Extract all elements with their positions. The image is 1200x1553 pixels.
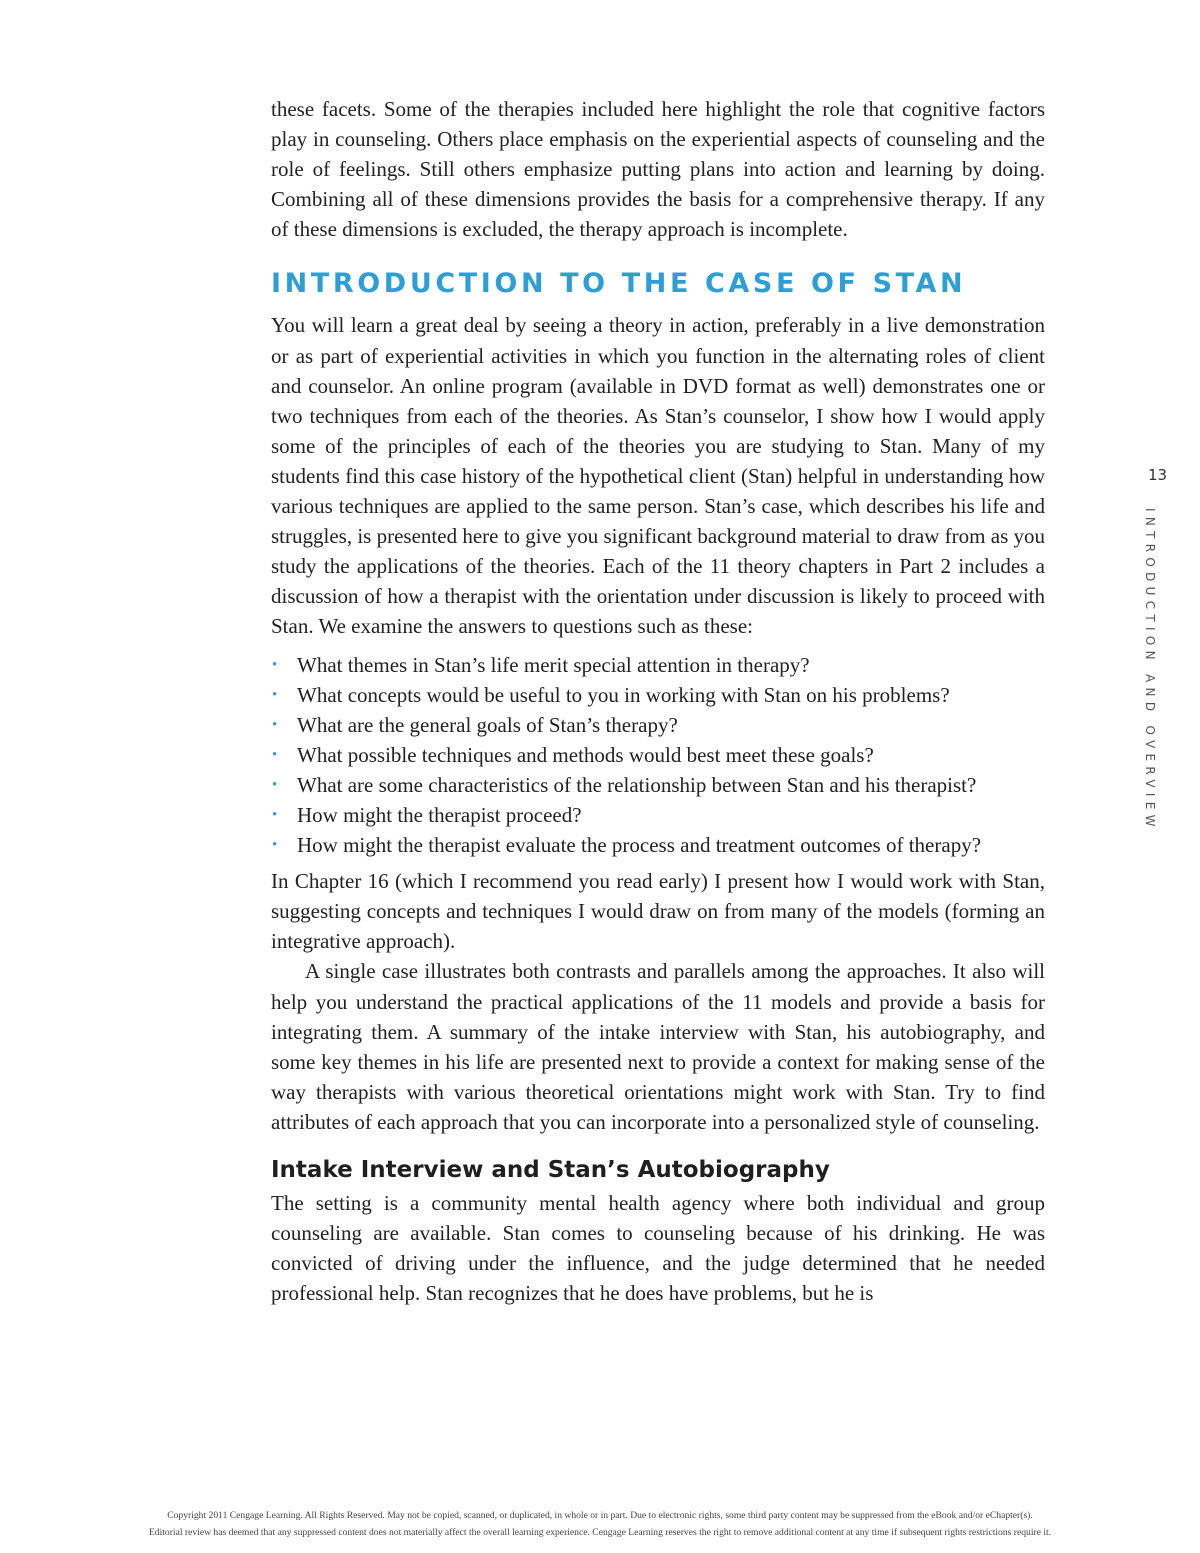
list-item — [271, 680, 1045, 710]
list-item-text: What possible techniques and methods would best meet these goals? — [297, 742, 874, 767]
copyright-footer-line-2: Editorial review has deemed that any suppressed content does not materially affect the overall learning experience. Cengage Learning reserves the right to remove additional content at any time if subsequent rights restrictions require it. — [148, 1527, 1052, 1538]
running-head: INTRODUCTION AND OVERVIEW — [1143, 508, 1157, 832]
section-paragraph-3: A single case illustrates both contrasts and parallels among the approaches. It also will help you understand the practical applications of the 11 models and provide a basis for integrating them. A summary of the intake interview with Stan, his autobiography, and some key themes in his life are presented next to provide a context for making sense of the way therapists with various theoretical orientations might work with Stan. Try to find attributes of each approach that you can incorporate into a personalized style of counseling. — [271, 959, 1045, 1134]
list-item — [271, 710, 1045, 740]
page-number: 13 — [1148, 466, 1168, 484]
bullet-icon: • — [272, 776, 278, 793]
section-heading: INTRODUCTION TO THE CASE OF STAN — [271, 268, 967, 300]
bullet-icon: • — [272, 686, 278, 703]
copyright-footer-line-1: Copyright 2011 Cengage Learning. All Rights Reserved. May not be copied, scanned, or duplicated, in whole or in part. Due to electronic rights, some third party content may be suppressed from the eBook and/or eChapter(s). — [167, 1510, 1033, 1521]
list-item — [271, 800, 1045, 830]
subsection-heading: Intake Interview and Stan’s Autobiography — [271, 1157, 830, 1183]
subsection-paragraph-1: The setting is a community mental health agency where both individual and group counseling are available. Stan comes to counseling because of his drinking. He was convicted of driving under the influence, and the judge determined that he needed professional help. Stan recognizes that he does have problems, but he is — [271, 1191, 1045, 1306]
bullet-icon: • — [272, 837, 278, 854]
bullet-icon: • — [272, 656, 278, 673]
questions-list — [271, 650, 1045, 861]
list-item — [271, 830, 1045, 860]
list-item — [271, 770, 1045, 800]
list-item-text: What are some characteristics of the relationship between Stan and his therapist? — [297, 772, 977, 797]
list-item-text: What concepts would be useful to you in working with Stan on his problems? — [297, 682, 950, 707]
section-paragraph-2: In Chapter 16 (which I recommend you read early) I present how I would work with Stan, suggesting concepts and techniques I would draw on from many of the models (forming an integrative approach). — [271, 869, 1045, 954]
bullet-icon: • — [272, 746, 278, 763]
list-item-text: What are the general goals of Stan’s therapy? — [297, 712, 678, 737]
bullet-icon: • — [272, 716, 278, 733]
list-item — [271, 650, 1045, 680]
text-column — [271, 94, 1045, 1308]
list-item-text: How might the therapist proceed? — [297, 802, 582, 827]
intro-paragraph: these facets. Some of the therapies included here highlight the role that cognitive factors play in counseling. Others place emphasis on the experiential aspects of counseling and the role of feelings. Still others emphasize putting plans into action and learning by doing. Combining all of these dimensions provides the basis for a comprehensive therapy. If any of these dimensions is excluded, the therapy approach is incomplete. — [271, 97, 1045, 242]
list-item-text: What themes in Stan’s life merit special attention in therapy? — [297, 652, 810, 677]
bullet-icon: • — [272, 806, 278, 823]
list-item-text: How might the therapist evaluate the process and treatment outcomes of therapy? — [297, 833, 982, 858]
list-item — [271, 740, 1045, 770]
section-paragraph-1: You will learn a great deal by seeing a theory in action, preferably in a live demonstration or as part of experiential activities in which you function in the alternating roles of client and counselor. An online program (available in DVD format as well) demonstrates one or two techniques from each of the theories. As Stan’s counselor, I show how I would apply some of the principles of each of the theories you are studying to Stan. Many of my students find this case history of the hypothetical client (Stan) helpful in understanding how various techniques are applied to the same person. Stan’s case, which describes his life and struggles, is presented here to give you significant background material to draw from as you study the applications of the theories. Each of the 11 theory chapters in Part 2 includes a discussion of how a therapist with the orientation under discussion is likely to proceed with Stan. We examine the answers to questions such as these: — [271, 313, 1045, 639]
